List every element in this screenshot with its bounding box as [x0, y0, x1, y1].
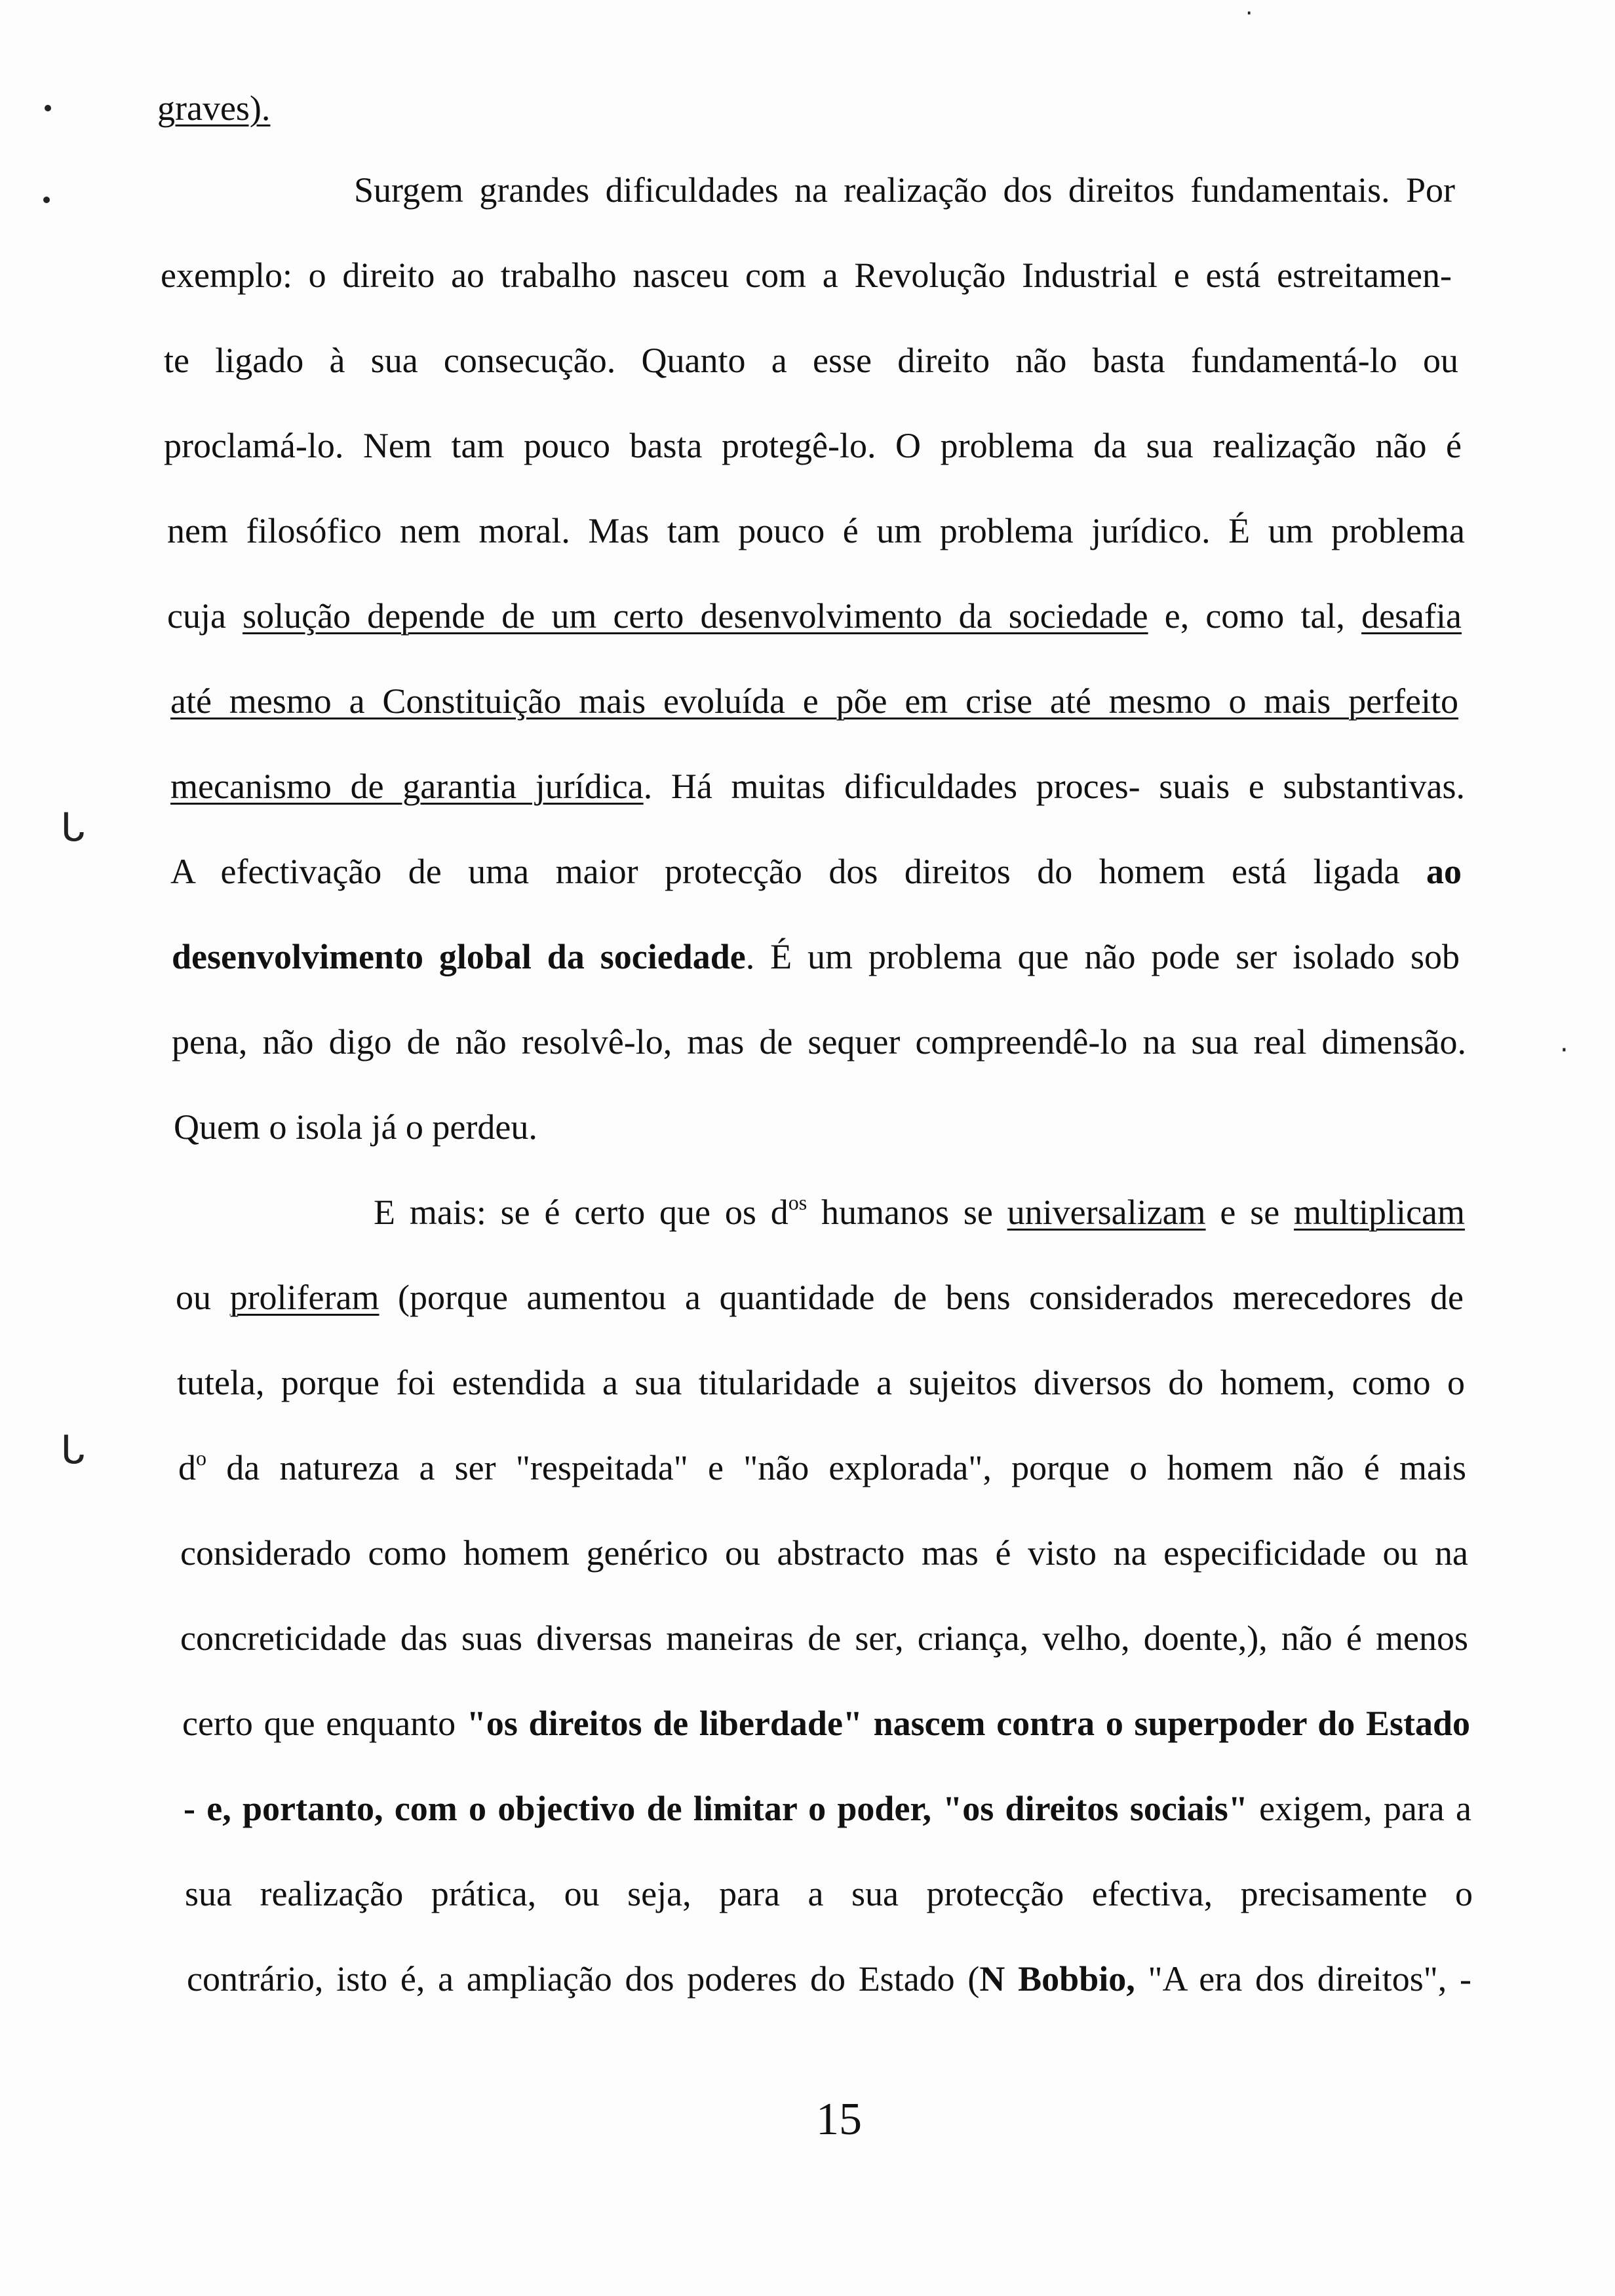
bold-text: "os direitos sociais" [943, 1789, 1248, 1828]
text-line [157, 85, 1462, 131]
text-line [187, 1956, 1471, 2002]
text-line [354, 167, 1455, 213]
text-line [176, 1274, 1464, 1320]
text-line [184, 1786, 1471, 1831]
text-line [180, 1615, 1468, 1661]
text-span: Surgem grandes dificuldades na realização dos direitos fundamentais. Por [354, 170, 1455, 210]
text-span: concreticidade das suas diversas maneiras de ser, criança, velho, doente,), não é menos [180, 1618, 1468, 1658]
superscript-text: os [788, 1191, 808, 1214]
text-span: . É um problema que não pode ser isolado sob [745, 937, 1460, 976]
text-line [167, 508, 1465, 554]
text-span: . Há muitas dificuldades proces- suais e substantivas. [643, 767, 1465, 806]
margin-bullet-top [45, 105, 51, 111]
text-line [185, 1871, 1473, 1917]
text-span: sua realização prática, ou seja, para a sua protecção efectiva, precisamente o [185, 1874, 1473, 1913]
margin-dot-mark: · [1560, 1035, 1568, 1065]
text-line [170, 678, 1458, 724]
bold-text: ao [1426, 852, 1462, 891]
text-line [178, 1445, 1466, 1491]
bold-text: - e, portanto, com o objectivo de limitar o poder, [184, 1789, 931, 1828]
underlined-text: universalizam [1007, 1193, 1206, 1232]
underlined-text: graves). [157, 88, 271, 128]
text-span: cuja [167, 596, 243, 636]
underlined-text: multiplicam [1294, 1193, 1466, 1232]
underlined-text: proliferam [229, 1278, 379, 1317]
text-line [180, 1530, 1468, 1576]
text-span: Quem o isola já o perdeu. [174, 1107, 537, 1147]
top-corner-dot: · [1245, 0, 1253, 27]
text-span: contrário, isto é, a ampliação dos poderes do Estado ( [187, 1959, 980, 1999]
text-span: A efectivação de uma maior protecção dos direitos do homem está ligada [170, 852, 1426, 891]
text-span: considerado como homem genérico ou abstracto mas é visto na especificidade ou na [180, 1533, 1468, 1573]
text-span: tutela, porque foi estendida a sua titularidade a sujeitos diversos do homem, como o [177, 1363, 1465, 1402]
text-line [172, 1019, 1466, 1065]
text-span: exemplo: o direito ao trabalho nasceu com a Revolução Industrial e está estreitamen- [161, 256, 1452, 295]
text-span: (porque aumentou a quantidade de bens considerados merecedores de [379, 1278, 1464, 1317]
handwritten-check-mark-1: ᒐ [60, 805, 85, 851]
text-line [170, 849, 1462, 894]
text-line [161, 252, 1452, 298]
text-span: proclamá-lo. Nem tam pouco basta protegê-lo. O problema da sua realização não é [164, 426, 1462, 465]
underlined-text: até mesmo a Constituição mais evoluída e põe em crise até mesmo o mais perfeito [170, 681, 1458, 721]
underlined-text: desafia [1361, 596, 1462, 636]
text-line [170, 763, 1465, 809]
text-span: "A era dos direitos", - [1135, 1959, 1471, 1999]
handwritten-check-mark-2: ᒐ [60, 1427, 85, 1473]
text-line [182, 1700, 1470, 1746]
text-line [374, 1189, 1465, 1235]
text-line [177, 1360, 1465, 1406]
text-line [164, 423, 1462, 469]
text-span [931, 1789, 943, 1828]
bold-text: desenvolvimento global da sociedade [172, 937, 746, 976]
text-line [164, 337, 1458, 383]
page-number: 15 [816, 2094, 862, 2145]
text-span: te ligado à sua consecução. Quanto a esse direito não basta fundamentá-lo ou [164, 341, 1458, 380]
underlined-text: mecanismo de garantia jurídica [170, 767, 644, 806]
text-span: pena, não digo de não resolvê-lo, mas de sequer compreendê-lo na sua real dimensão. [172, 1022, 1466, 1062]
underlined-text: solução depende de um certo desenvolvimento da sociedade [243, 596, 1148, 636]
bold-text: N Bobbio, [979, 1959, 1135, 1999]
text-span: ou [176, 1278, 230, 1317]
text-line [174, 1104, 1478, 1150]
bold-text: "os direitos de liberdade" nascem contra o superpoder do Estado [466, 1704, 1470, 1743]
text-span: e, como tal, [1148, 596, 1362, 636]
text-span: da natureza a ser "respeitada" e "não explorada", porque o homem não é mais [206, 1448, 1466, 1487]
text-span: nem filosófico nem moral. Mas tam pouco é um problema jurídico. É um problema [167, 511, 1465, 550]
text-span: E mais: se é certo que os d [374, 1193, 788, 1232]
text-span: exigem, para a [1247, 1789, 1472, 1828]
text-line [172, 934, 1460, 980]
superscript-text: o [196, 1446, 206, 1470]
text-span: d [178, 1448, 196, 1487]
text-span: humanos se [807, 1193, 1007, 1232]
margin-bullet-second [43, 197, 50, 203]
text-span: e se [1205, 1193, 1294, 1232]
text-span: certo que enquanto [182, 1704, 467, 1743]
text-line [167, 593, 1462, 639]
